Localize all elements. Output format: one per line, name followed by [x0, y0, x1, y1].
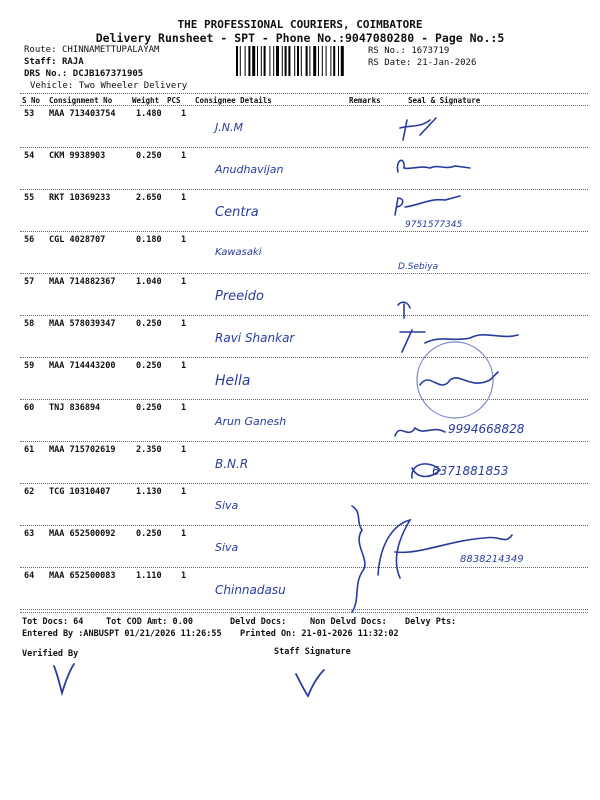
signature-row-54 — [397, 160, 470, 172]
row-sno: 63 — [24, 529, 35, 539]
row-pcs: 1 — [181, 319, 187, 329]
total-cod-amount: Tot COD Amt: 0.00 — [106, 617, 193, 627]
row-weight: 0.250 — [136, 361, 162, 371]
row-consignment-no: RKT 10369233 — [49, 193, 111, 203]
row-sno: 55 — [24, 193, 35, 203]
route-line: Route: CHINNAMETTUPALAYAM — [24, 45, 160, 55]
row-consignment-no: MAA 713403754 — [49, 109, 116, 119]
col-sno: S No — [22, 96, 41, 105]
staff-line: Staff: RAJA — [24, 57, 84, 67]
rs-no-line: RS No.: 1673719 — [368, 46, 450, 56]
row-consignee-handwritten: Preeido — [215, 289, 264, 304]
row-consignee-handwritten: Centra — [215, 205, 259, 220]
signature-row-59 — [420, 372, 498, 385]
signature-row-60 — [395, 428, 445, 436]
col-seal: Seal & Signature — [408, 96, 481, 105]
drs-line: DRS No.: DCJB167371905 — [24, 69, 144, 79]
row-weight: 1.110 — [136, 571, 162, 581]
total-docs: Tot Docs: 64 — [22, 617, 84, 627]
col-consignee: Consignee Details — [195, 96, 272, 105]
row-consignee-handwritten: Kawasaki — [215, 247, 262, 258]
verified-by-signature — [54, 664, 74, 693]
row-weight: 1.130 — [136, 487, 162, 497]
row-pcs: 1 — [181, 277, 187, 287]
row-seal-handwritten: D.Sebiya — [398, 262, 439, 272]
vehicle-line: Vehicle: Two Wheeler Delivery — [30, 81, 188, 91]
signature-row-63 — [378, 520, 512, 578]
row-consignee-handwritten: Arun Ganesh — [215, 415, 287, 428]
row-weight: 0.250 — [136, 529, 162, 539]
row-pcs: 1 — [181, 487, 187, 497]
row-pcs: 1 — [181, 361, 187, 371]
row-sno: 53 — [24, 109, 35, 119]
row-weight: 0.250 — [136, 403, 162, 413]
row-pcs: 1 — [181, 529, 187, 539]
signature-row-57 — [398, 302, 410, 318]
row-consignment-no: CGL 4028707 — [49, 235, 106, 245]
row-sno: 61 — [24, 445, 35, 455]
row-consignee-handwritten: Hella — [215, 373, 251, 389]
signature-row-55 — [395, 196, 460, 215]
col-consignment: Consignment No — [49, 96, 113, 105]
row-sno: 64 — [24, 571, 35, 581]
row-pcs: 1 — [181, 193, 187, 203]
delivery-points: Delvy Pts: — [405, 617, 457, 627]
bracket-mark — [352, 506, 365, 612]
row-consignment-no: MAA 715702619 — [49, 445, 116, 455]
row-seal-handwritten: 6371881853 — [432, 464, 509, 478]
col-remarks: Remarks — [349, 96, 381, 105]
col-weight: Weight — [132, 96, 160, 105]
row-pcs: 1 — [181, 109, 187, 119]
row-seal-handwritten: 9994668828 — [448, 422, 525, 436]
verified-by-label: Verified By — [22, 649, 79, 659]
row-pcs: 1 — [181, 151, 187, 161]
non-delivered-docs: Non Delvd Docs: — [310, 617, 387, 627]
row-consignee-handwritten: Ravi Shankar — [215, 331, 295, 345]
row-weight: 0.250 — [136, 319, 162, 329]
company-name: THE PROFESSIONAL COURIERS, COIMBATORE — [177, 18, 423, 31]
row-weight: 0.250 — [136, 151, 162, 161]
col-pcs: PCS — [167, 96, 181, 105]
row-weight: 0.180 — [136, 235, 162, 245]
row-pcs: 1 — [181, 235, 187, 245]
signature-row-58 — [400, 330, 518, 352]
row-consignment-no: MAA 714443200 — [49, 361, 116, 371]
row-consignment-no: MAA 652500083 — [49, 571, 116, 581]
row-consignment-no: TCG 10310407 — [49, 487, 111, 497]
staff-signature-label: Staff Signature — [274, 647, 351, 657]
printed-on: Printed On: 21-01-2026 11:32:02 — [240, 629, 399, 639]
row-weight: 1.040 — [136, 277, 162, 287]
row-consignee-handwritten: Siva — [215, 541, 239, 554]
row-weight: 2.650 — [136, 193, 162, 203]
row-consignee-handwritten: Siva — [215, 499, 239, 512]
row-sno: 57 — [24, 277, 35, 287]
row-consignee-handwritten: Anudhavijan — [215, 163, 284, 176]
row-pcs: 1 — [181, 403, 187, 413]
row-sno: 60 — [24, 403, 35, 413]
row-sno: 56 — [24, 235, 35, 245]
entered-by: Entered By :ANBUSPT 01/21/2026 11:26:55 — [22, 629, 222, 639]
row-weight: 2.350 — [136, 445, 162, 455]
row-consignment-no: MAA 652500092 — [49, 529, 116, 539]
row-consignee-handwritten: B.N.R — [215, 457, 249, 471]
delivered-docs: Delvd Docs: — [230, 617, 287, 627]
runsheet-title: Delivery Runsheet - SPT - Phone No.:9047080280 - Page No.:5 — [95, 31, 505, 45]
row-consignment-no: TNJ 836894 — [49, 403, 101, 413]
row-sno: 62 — [24, 487, 35, 497]
staff-signature — [296, 670, 324, 696]
row-pcs: 1 — [181, 445, 187, 455]
signature-row-53 — [400, 118, 436, 140]
rs-date-line: RS Date: 21-Jan-2026 — [368, 58, 477, 68]
row-consignee-handwritten: Chinnadasu — [215, 583, 286, 597]
row-consignment-no: CKM 9938903 — [49, 151, 106, 161]
row-sno: 58 — [24, 319, 35, 329]
row-seal-handwritten: 8838214349 — [460, 554, 524, 565]
row-consignment-no: MAA 714882367 — [49, 277, 116, 287]
row-weight: 1.480 — [136, 109, 162, 119]
row-consignee-handwritten: J.N.M — [215, 121, 243, 134]
row-consignment-no: MAA 578039347 — [49, 319, 116, 329]
row-pcs: 1 — [181, 571, 187, 581]
row-sno: 59 — [24, 361, 35, 371]
row-sno: 54 — [24, 151, 35, 161]
signature-row-61 — [412, 464, 440, 478]
row-seal-handwritten: 9751577345 — [405, 220, 463, 230]
